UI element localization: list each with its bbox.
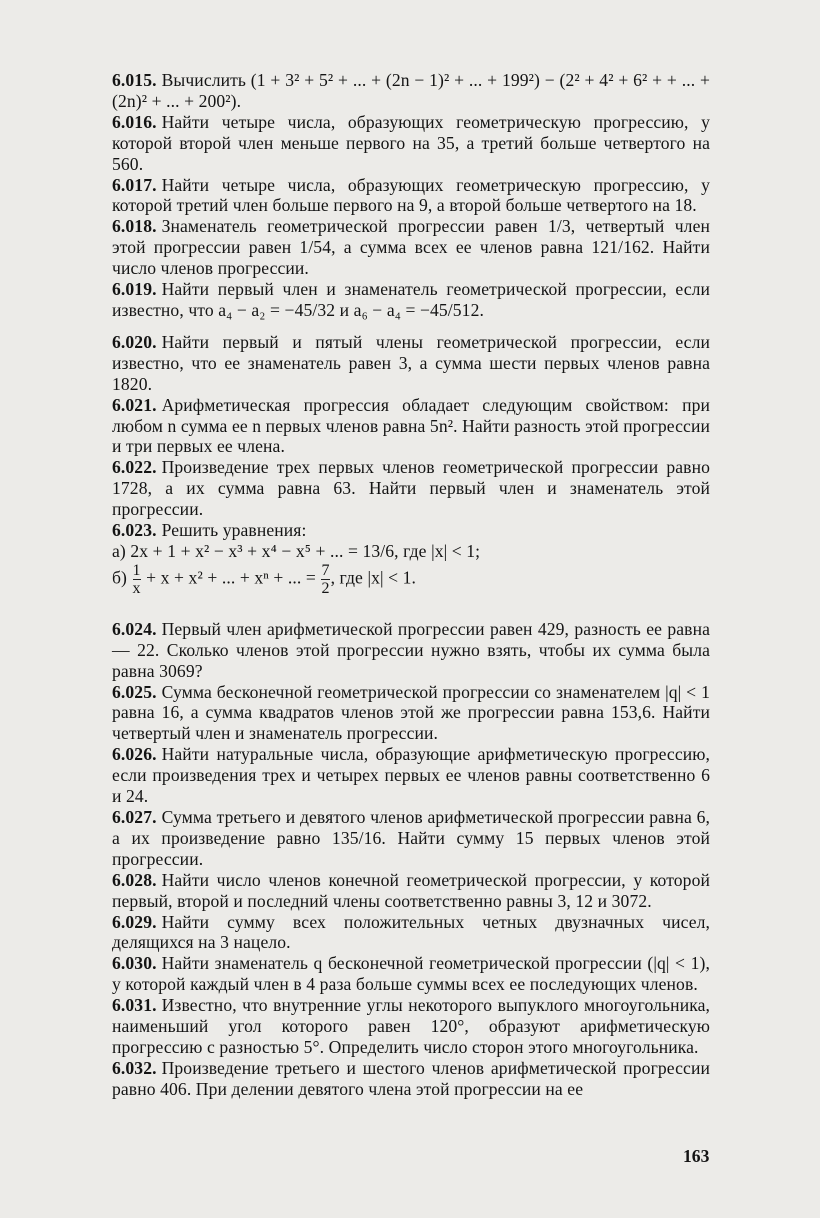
problem-number: 6.029. [112, 911, 157, 932]
problem-text: Известно, что внутренние углы некоторого выпуклого многоугольника, наименьший угол которого равен 120°, образуют арифметическую прогрессию с разностью 5°. Определить число сторон этого многоугольника. [112, 995, 710, 1057]
equation-text: , где |x| < 1. [330, 567, 417, 588]
fraction-numerator: 7 [321, 561, 330, 579]
problem-text: Найти первый член и знаменатель геометрической прогрессии, если известно, что a₄ − a₂ = −45/32 и a₆ − a₄ = −45/512. [112, 279, 710, 320]
problem-6-026 [112, 744, 710, 807]
problem-text: Сумма третьего и девятого членов арифметической прогрессии равна 6, а их произведение равно 135/16. Найти сумму 15 первых членов этой прогрессии. [112, 807, 710, 869]
problem-text: Найти сумму всех положительных четных двузначных чисел, делящихся на 3 нацело. [112, 911, 710, 953]
fraction [133, 562, 141, 597]
problem-number: 6.028. [112, 869, 157, 890]
problem-6-024 [112, 619, 710, 682]
equation-label: а) [112, 540, 126, 561]
fraction-denominator: x [132, 579, 141, 597]
problem-text: Произведение третьего и шестого членов арифметической прогрессии равно 406. При делении девятого члена этой прогрессии на ее [112, 1057, 710, 1099]
problem-6-025 [112, 682, 710, 745]
problem-6-021 [112, 395, 710, 458]
equation-a [112, 541, 710, 562]
problem-number: 6.030. [112, 953, 157, 974]
problem-number: 6.021. [112, 394, 157, 415]
problem-number: 6.015. [112, 70, 157, 90]
problem-list [112, 70, 710, 1100]
problem-number: 6.017. [112, 174, 157, 195]
problem-text: Арифметическая прогрессия обладает следующим свойством: при любом n сумма ее n первых членов равна 5n². Найти разность этой прогрессии и три первых ее члена. [112, 394, 710, 457]
problem-6-028 [112, 870, 710, 912]
problem-number: 6.022. [112, 457, 157, 478]
problem-text: Решить уравнения: [161, 520, 307, 541]
problem-6-023 [112, 520, 710, 541]
problem-text: Вычислить (1 + 3² + 5² + ... + (2n − 1)² + ... + 199²) − (2² + 4² + 6² + + ... + (2n)² + ... + 200²). [112, 70, 710, 111]
problem-number: 6.020. [112, 331, 157, 352]
problem-text: Найти четыре числа, образующих геометрическую прогрессию, у которой третий член больше первого на 9, а второй больше четвертого на 18. [112, 174, 710, 216]
equation-b [112, 562, 710, 608]
problem-6-016 [112, 112, 710, 175]
problem-6-017 [112, 175, 710, 217]
fraction [321, 562, 329, 597]
problem-number: 6.027. [112, 807, 157, 827]
problem-number: 6.018. [112, 216, 157, 237]
problem-text: Произведение трех первых членов геометрической прогрессии равно 1728, а их сумма равна 63. Найти первый член и знаменатель этой прогрессии. [112, 457, 710, 520]
equation-text: + x + x² + ... + xⁿ + ... = [146, 567, 316, 588]
problem-number: 6.024. [112, 618, 157, 639]
problem-number: 6.023. [112, 520, 157, 541]
problem-6-018 [112, 216, 710, 279]
problem-6-019 [112, 279, 710, 321]
problem-number: 6.016. [112, 111, 157, 132]
problem-6-022 [112, 457, 710, 520]
page-number: 163 [683, 1146, 710, 1166]
problem-text: Первый член арифметической прогрессии равен 429, разность ее равна — 22. Сколько членов этой прогрессии нужно взять, чтобы их сумма была равна 3069? [112, 618, 710, 681]
problem-6-031 [112, 995, 710, 1058]
problem-number: 6.031. [112, 995, 157, 1016]
equation-label: б) [112, 567, 128, 588]
problem-text: Знаменатель геометрической прогрессии равен 1/3, четвертый член этой прогрессии равен 1/54, а сумма всех ее членов равна 121/162. Найти число членов прогрессии. [112, 216, 710, 279]
fraction-denominator: 2 [321, 579, 330, 597]
problem-number: 6.032. [112, 1057, 157, 1078]
problem-6-029 [112, 912, 710, 954]
problem-6-032 [112, 1058, 710, 1100]
problem-text: Найти первый и пятый члены геометрической прогрессии, если известно, что ее знаменатель равен 3, а сумма шести первых членов равна 1820. [112, 331, 710, 394]
fraction-numerator: 1 [132, 561, 141, 579]
problem-6-015 [112, 70, 710, 112]
problem-text: Найти натуральные числа, образующие арифметическую прогрессию, если произведения трех и четырех первых ее членов равны соответственно 6 и 24. [112, 744, 710, 807]
problem-text: Найти четыре числа, образующих геометрическую прогрессию, у которой второй член меньше первого на 35, а третий больше четвертого на 560. [112, 111, 710, 174]
problem-text: Сумма бесконечной геометрической прогрессии со знаменателем |q| < 1 равна 16, а сумма квадратов членов этой же прогрессии равна 153,6. Найти четвертый член и знаменатель прогрессии. [112, 681, 710, 744]
problem-number: 6.026. [112, 744, 157, 765]
problem-6-020 [112, 332, 710, 395]
problem-text: Найти знаменатель q бесконечной геометрической прогрессии (|q| < 1), у которой каждый член в 4 раза больше суммы всех ее последующих членов. [112, 953, 710, 995]
problem-6-030 [112, 953, 710, 995]
problem-number: 6.019. [112, 279, 157, 300]
problem-6-027 [112, 807, 710, 870]
problem-text: Найти число членов конечной геометрической прогрессии, у которой первый, второй и последний члены соответственно равны 3, 12 и 3072. [112, 869, 710, 911]
problem-number: 6.025. [112, 681, 157, 702]
equation-text: 2x + 1 + x² − x³ + x⁴ − x⁵ + ... = 13/6, где |x| < 1; [130, 540, 481, 561]
